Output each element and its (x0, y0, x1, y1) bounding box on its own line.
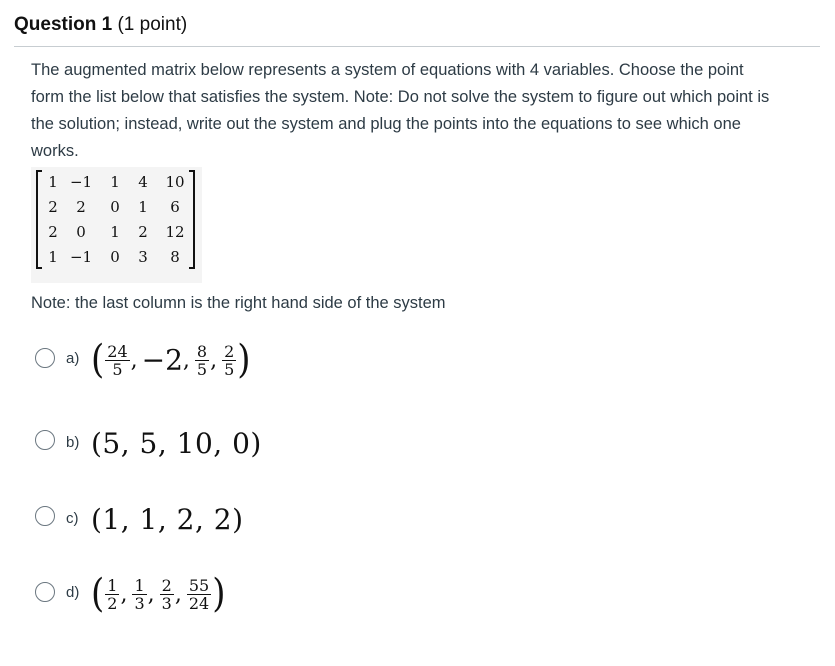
option-d-radio[interactable] (35, 582, 55, 602)
option-a-frac-3: $\frac{2}{5}$ (224, 341, 235, 379)
matrix-cell-r3-c1: 2 (48, 223, 58, 241)
option-d-value: ( $\frac{1}{2}$ , $\frac{1}{3}$ , $\frac{2}{3}$ , $\frac{55}{24}$ ) (91, 571, 226, 617)
option-a-value: ( $\frac{24}{5}$ , −2, $\frac{8}{5}$ , $\frac{2}{5}$ ) (91, 337, 251, 383)
header-divider (14, 46, 820, 47)
matrix-cell-r3-c5: 12 (165, 223, 185, 241)
option-d[interactable] (35, 571, 335, 620)
matrix-cell-r3-c3: 1 (110, 223, 120, 241)
question-points: (1 point) (117, 14, 188, 35)
question-header (14, 14, 187, 36)
option-a-letter: a) (66, 350, 80, 367)
option-c-radio[interactable] (35, 506, 55, 526)
matrix-cell-r1-c2: −1 (69, 173, 93, 191)
matrix-cell-r1-c1: 1 (48, 173, 58, 191)
matrix-cell-r2-c1: 2 (48, 198, 58, 216)
option-b-letter: b) (66, 434, 80, 451)
matrix-note: Note: the last column is the right hand side of the system (31, 294, 446, 312)
option-a-radio[interactable] (35, 348, 55, 368)
augmented-matrix (31, 167, 202, 283)
matrix-cell-r2-c4: 1 (138, 198, 148, 216)
option-d-letter: d) (66, 584, 80, 601)
matrix-cell-r4-c4: 3 (138, 248, 148, 266)
matrix-cell-r1-c3: 1 (110, 173, 120, 191)
option-d-frac-4: $\frac{55}{24}$ (188, 575, 210, 613)
option-d-frac-3: $\frac{2}{3}$ (161, 575, 172, 613)
matrix-cell-r2-c3: 0 (110, 198, 120, 216)
matrix-cell-r3-c4: 2 (138, 223, 148, 241)
matrix-cell-r2-c2: 2 (76, 198, 86, 216)
option-b-value: (5, 5, 10, 0) (91, 427, 262, 460)
matrix-cell-r1-c4: 4 (138, 173, 148, 191)
option-a-middle: −2 (141, 343, 183, 377)
matrix-cell-r1-c5: 10 (165, 173, 185, 191)
matrix-cell-r2-c5: 6 (170, 198, 180, 216)
option-b-radio[interactable] (35, 430, 55, 450)
matrix-body (36, 170, 195, 270)
matrix-cell-r4-c1: 1 (48, 248, 58, 266)
option-d-frac-2: $\frac{1}{3}$ (134, 575, 145, 613)
option-a[interactable] (35, 337, 335, 386)
matrix-cell-r4-c5: 8 (170, 248, 180, 266)
option-c-value: (1, 1, 2, 2) (91, 503, 244, 536)
question-prompt: The augmented matrix below represents a system of equations with 4 variables. Choose the point form the list below that satisfies the system. Note: Do not solve the system to figure out which point is the solution; instead, write out the system and plug the points into the equations to see which one works. (31, 61, 770, 160)
matrix-cell-r3-c2: 0 (76, 223, 86, 241)
option-c[interactable] (35, 503, 275, 546)
option-d-frac-1: $\frac{1}{2}$ (107, 575, 118, 613)
option-a-frac-1: $\frac{24}{5}$ (107, 341, 128, 379)
option-a-frac-2: $\frac{8}{5}$ (196, 341, 208, 379)
matrix-cell-r4-c2: −1 (69, 248, 93, 266)
option-c-letter: c) (66, 510, 79, 527)
option-b[interactable] (35, 427, 295, 470)
question-title: Question 1 (14, 14, 113, 35)
matrix-cell-r4-c3: 0 (110, 248, 120, 266)
